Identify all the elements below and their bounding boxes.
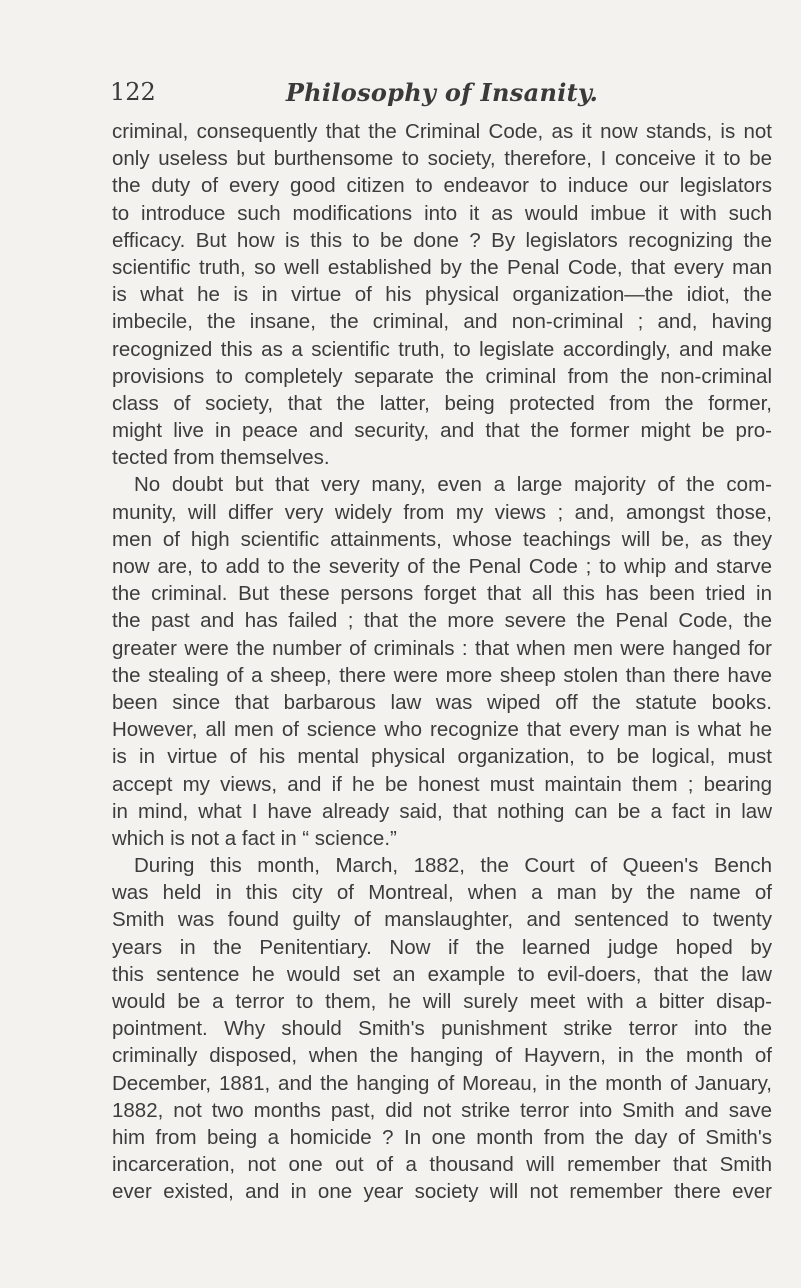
page-number: 122 <box>110 78 156 106</box>
text-line: this sentence he would set an example to evil-doers, that the law <box>112 962 772 986</box>
text-line: the criminal. But these persons forget that all this has been tried in <box>112 582 772 606</box>
text-line: 1882, not two months past, did not strike terror into Smith and save <box>112 1098 772 1122</box>
text-line: tected from themselves. <box>112 446 330 470</box>
text-line: accept my views, and if he be honest must maintain them ; bearing <box>112 772 772 796</box>
text-line: December, 1881, and the hanging of Moreau, in the month of January, <box>112 1071 772 1095</box>
text-line: However, all men of science who recognize that every man is what he <box>112 718 772 742</box>
text-line: provisions to completely separate the criminal from the non-criminal <box>112 364 772 388</box>
text-line: was held in this city of Montreal, when a man by the name of <box>112 881 772 905</box>
text-line: years in the Penitentiary. Now if the learned judge hoped by <box>112 935 772 959</box>
text-line: recognized this as a scientific truth, to legislate accordingly, and make <box>112 337 772 361</box>
text-line: the past and has failed ; that the more severe the Penal Code, the <box>112 609 772 633</box>
text-line: been since that barbarous law was wiped off the statute books. <box>112 690 772 714</box>
body-text <box>112 118 772 1206</box>
text-line: is what he is in virtue of his physical organization—the idiot, the <box>112 283 772 307</box>
text-line: might live in peace and security, and that the former might be pro- <box>112 419 772 443</box>
text-line: criminal, consequently that the Criminal Code, as it now stands, is not <box>112 120 772 143</box>
text-line: incarceration, not one out of a thousand will remember that Smith <box>112 1153 772 1177</box>
text-line: pointment. Why should Smith's punishment strike terror into the <box>112 1017 772 1041</box>
text-line: in mind, what I have already said, that nothing can be a fact in law <box>112 799 772 823</box>
text-line: now are, to add to the severity of the Penal Code ; to whip and starve <box>112 555 772 578</box>
text-line: munity, will differ very widely from my views ; and, amongst those, <box>112 500 772 524</box>
text-line: During this month, March, 1882, the Court of Queen's Bench <box>134 854 772 878</box>
text-line: the duty of every good citizen to endeavor to induce our legislators <box>112 174 772 198</box>
text-line: scientific truth, so well established by the Penal Code, that every man <box>112 255 772 279</box>
text-line: criminally disposed, when the hanging of Hayvern, in the month of <box>112 1044 772 1068</box>
running-header <box>110 78 774 114</box>
text-line: efficacy. But how is this to be done ? By legislators recognizing the <box>112 228 772 252</box>
text-line: would be a terror to them, he will surely meet with a bitter disap- <box>112 990 772 1013</box>
text-line: greater were the number of criminals : that when men were hanged for <box>112 636 772 660</box>
text-line: No doubt but that very many, even a large majority of the com- <box>134 473 772 497</box>
text-line: to introduce such modifications into it as would imbue it with such <box>112 201 772 225</box>
text-line: which is not a fact in “ science.” <box>112 826 397 850</box>
text-line: ever existed, and in one year society will not remember there ever <box>112 1180 772 1204</box>
text-line: men of high scientific attainments, whose teachings will be, as they <box>112 527 772 551</box>
text-line: him from being a homicide ? In one month from the day of Smith's <box>112 1125 772 1149</box>
text-line: the stealing of a sheep, there were more sheep stolen than there have <box>112 663 772 687</box>
text-line: imbecile, the insane, the criminal, and non-criminal ; and, having <box>112 310 772 334</box>
text-line: is in virtue of his mental physical organization, to be logical, must <box>112 745 772 769</box>
running-title: Philosophy of Insanity. <box>285 78 599 107</box>
text-line: Smith was found guilty of manslaughter, and sentenced to twenty <box>112 908 772 932</box>
text-line: class of society, that the latter, being protected from the former, <box>112 391 772 415</box>
text-line: only useless but burthensome to society, therefore, I conceive it to be <box>112 147 772 171</box>
